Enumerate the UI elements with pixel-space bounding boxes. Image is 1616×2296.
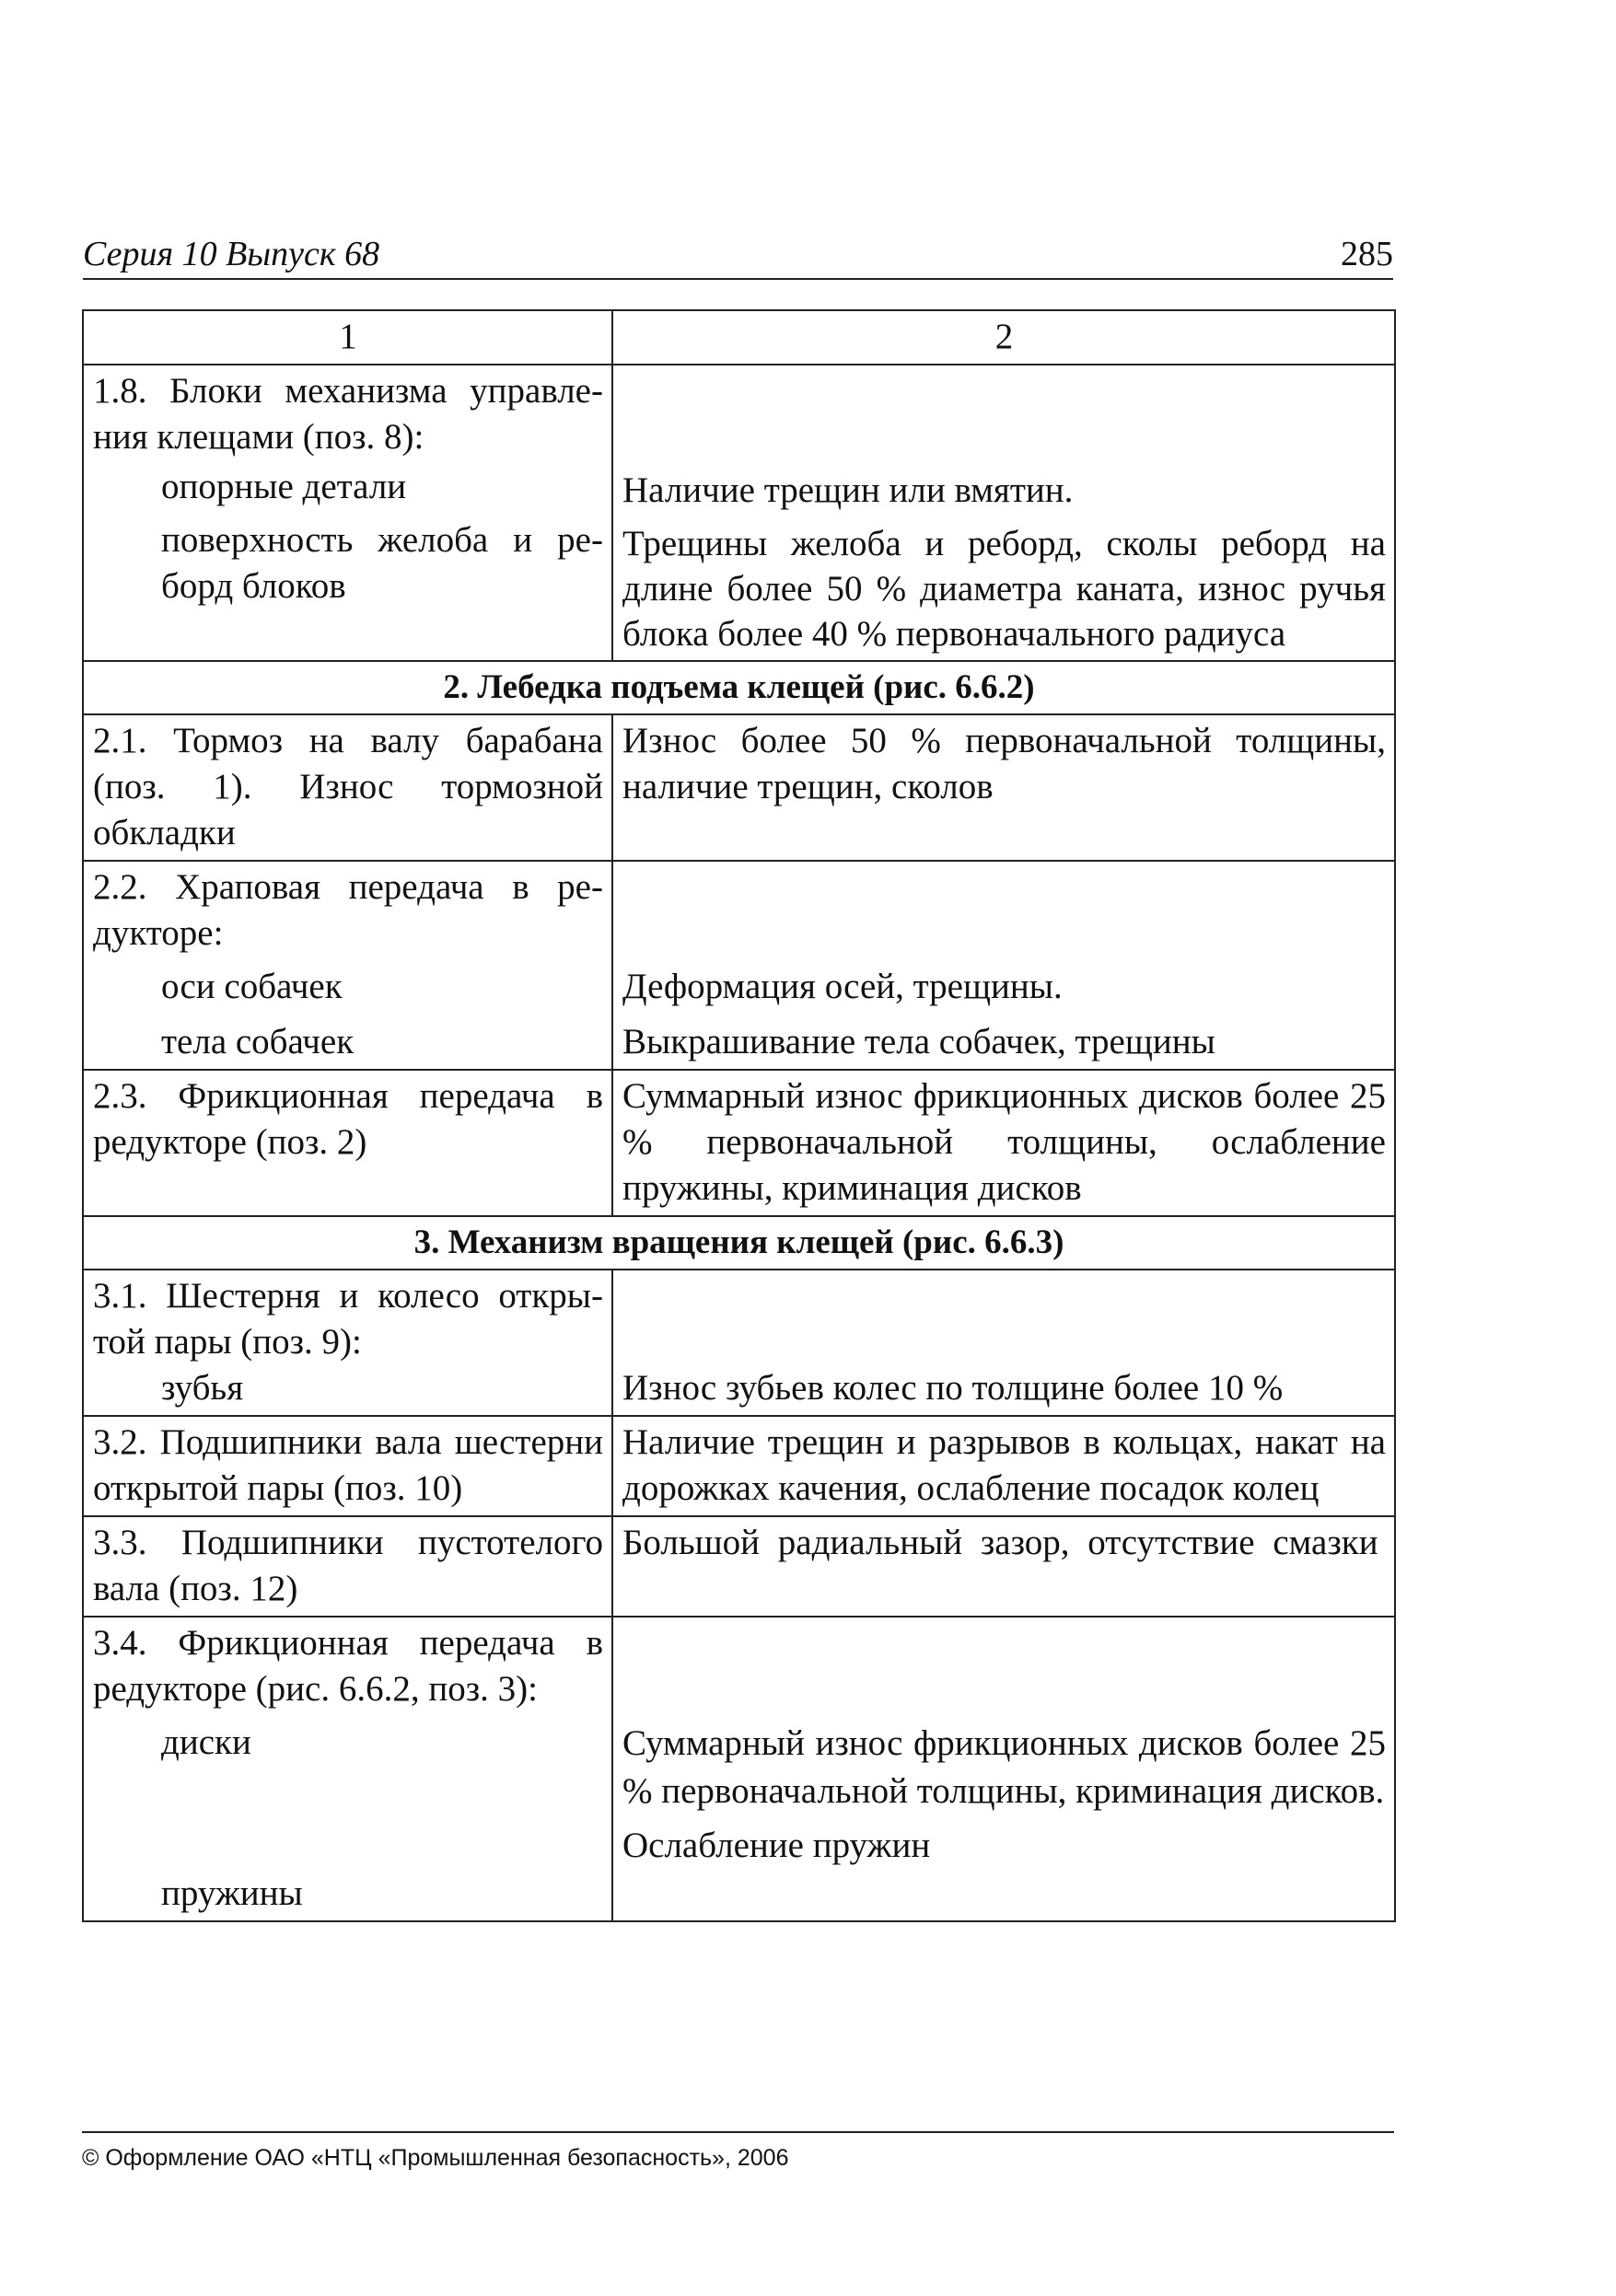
table-row-3-3	[83, 1516, 1395, 1617]
table-row-3-1	[83, 1270, 1395, 1416]
row-2-3-title: 2.3. Фрикционная передача в редукторе (поз. 2)	[93, 1076, 603, 1162]
row-2-2-title: 2.2. Храповая передача в редукторе:	[93, 867, 603, 953]
table-row-1-8	[83, 365, 1395, 661]
row-3-4-left	[83, 1617, 612, 1921]
row-3-3-right	[612, 1516, 1395, 1617]
row-2-1-right	[612, 714, 1395, 861]
row-2-2-item2: тела собачек	[161, 1022, 355, 1061]
row-2-2-right	[612, 861, 1395, 1070]
row-1-8-item1: опорные детали	[161, 467, 407, 506]
row-3-1-right	[612, 1270, 1395, 1416]
section-row-2	[83, 661, 1395, 714]
row-2-1-left	[83, 714, 612, 861]
section-2-title: 2. Лебедка подъема клещей (рис. 6.6.2)	[83, 661, 1395, 714]
running-header	[83, 230, 1393, 280]
row-3-1-item1-value: Износ зубьев колес по толщине более 10 %	[622, 1368, 1284, 1408]
row-3-2-left	[83, 1416, 612, 1516]
row-3-2-title: 3.2. Подшипники вала шестерни открытой пары (поз. 10)	[93, 1422, 603, 1508]
row-2-3-left	[83, 1070, 612, 1216]
row-3-1-left	[83, 1270, 612, 1416]
row-2-2-left	[83, 861, 612, 1070]
row-2-2-item2-value: Выкрашивание тела собачек, трещины	[622, 1022, 1215, 1061]
row-3-4-item2: пружины	[161, 1873, 303, 1913]
row-1-8-item2-value: Трещины желоба и реборд, сколы реборд на длине более 50 % диаметра каната, износ ручья блока более 40 % первоначального радиуса	[622, 524, 1386, 654]
row-3-3-value: Большой радиальный зазор, отсутствие смазки	[622, 1523, 1378, 1562]
row-3-2-value: Наличие трещин и разрывов в кольцах, накат на дорожках качения, ослабление посадок колец	[622, 1422, 1386, 1508]
section-3-title: 3. Механизм вращения клещей (рис. 6.6.3)	[83, 1216, 1395, 1270]
copyright-footer: © Оформление ОАО «НТЦ «Промышленная безопасность», 2006	[82, 2145, 789, 2171]
table-row-3-4	[83, 1617, 1395, 1921]
row-1-8-item2: поверхность желоба и реборд блоков	[161, 520, 603, 606]
table-row-2-1	[83, 714, 1395, 861]
row-1-8-left	[83, 365, 612, 661]
row-3-4-item2-value: Ослабление пружин	[622, 1826, 931, 1865]
table-row-3-2	[83, 1416, 1395, 1516]
row-3-4-item1-value: Суммарный износ фрикционных дисков более 25 % первоначальной толщины, криминация дисков.	[622, 1723, 1386, 1811]
row-1-8-right	[612, 365, 1395, 661]
column-number-2: 2	[612, 310, 1395, 365]
row-3-4-title: 3.4. Фрикционная передача в редукторе (рис. 6.6.2, поз. 3):	[93, 1623, 603, 1709]
table-row-2-3	[83, 1070, 1395, 1216]
series-title: Серия 10 Выпуск 68	[83, 235, 380, 273]
section-row-3	[83, 1216, 1395, 1270]
row-1-8-item1-value: Наличие трещин или вмятин.	[622, 470, 1074, 510]
row-2-3-right	[612, 1070, 1395, 1216]
row-2-1-value: Износ более 50 % первоначальной толщины, наличие трещин, сколов	[622, 721, 1386, 806]
row-3-3-title: 3.3. Подшипники пустотелого вала (поз. 12)	[93, 1523, 603, 1608]
row-3-3-left	[83, 1516, 612, 1617]
column-number-1: 1	[83, 310, 612, 365]
row-2-2-item1: оси собачек	[161, 967, 343, 1006]
row-3-4-item1: диски	[161, 1722, 251, 1762]
row-2-2-item1-value: Деформация осей, трещины.	[622, 967, 1063, 1006]
row-2-3-value: Суммарный износ фрикционных дисков более 25 % первоначальной толщины, ослабление пружины, криминация дисков	[622, 1076, 1386, 1208]
column-number-row	[83, 310, 1395, 365]
page-number: 285	[1341, 235, 1393, 273]
footer-divider	[82, 2131, 1394, 2133]
row-3-2-right	[612, 1416, 1395, 1516]
inspection-table	[82, 309, 1396, 1922]
row-3-4-right	[612, 1617, 1395, 1921]
row-3-1-title: 3.1. Шестерня и колесо открытой пары (поз. 9):	[93, 1276, 603, 1362]
row-2-1-title: 2.1. Тормоз на валу барабана (поз. 1). Износ тормозной обкладки	[93, 721, 603, 852]
row-1-8-title: 1.8. Блоки механизма управления клещами (поз. 8):	[93, 371, 603, 457]
table-row-2-2	[83, 861, 1395, 1070]
row-3-1-item1: зубья	[161, 1368, 244, 1408]
